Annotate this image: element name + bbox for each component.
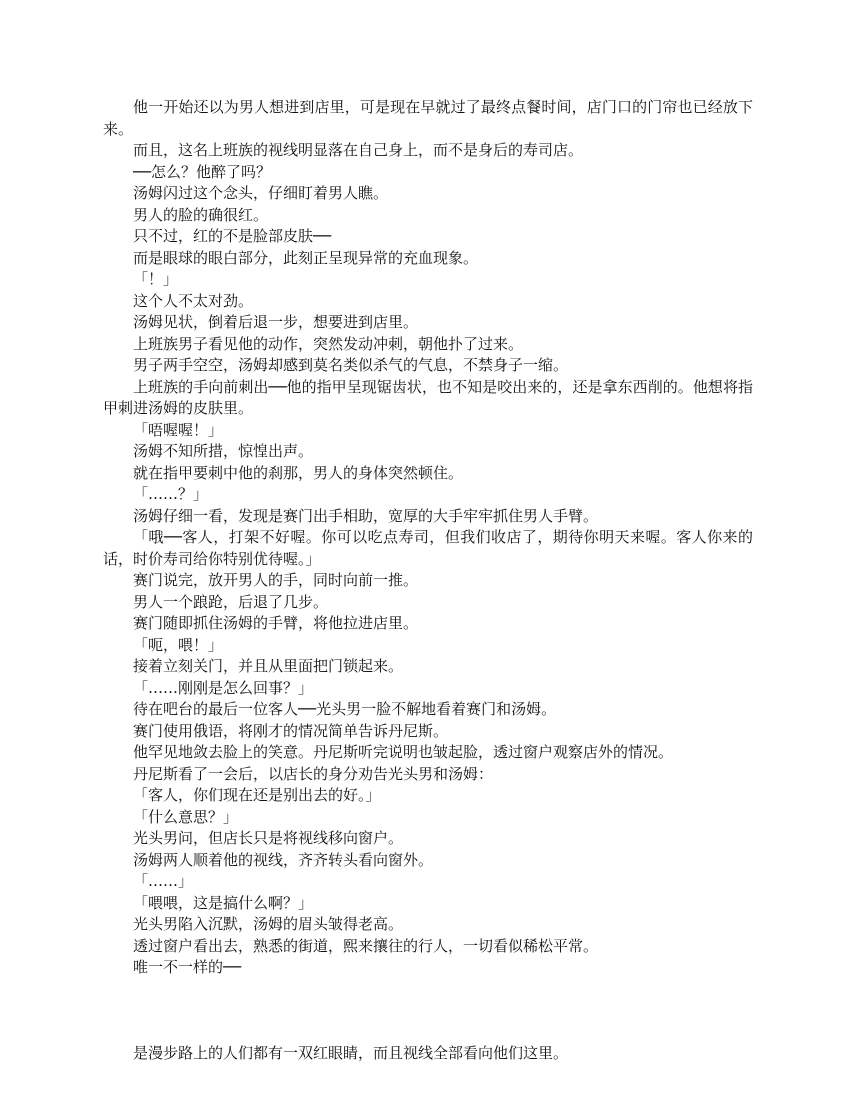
body-text — [103, 97, 753, 1064]
paragraph: 他一开始还以为男人想进到店里，可是现在早就过了最终点餐时间，店门口的门帘也已经放下来。 — [103, 98, 753, 138]
paragraph: 「呃，喂！」 — [133, 635, 224, 654]
paragraph: 待在吧台的最后一位客人──光头男一脸不解地看着赛门和汤姆。 — [133, 700, 557, 718]
final-paragraph: 是漫步路上的人们都有一双红眼睛，而且视线全部看向他们这里。 — [133, 1043, 569, 1062]
paragraph: 就在指甲要刺中他的刹那，男人的身体突然顿住。 — [133, 463, 464, 482]
paragraph: 「……刚刚是怎么回事？」 — [133, 678, 314, 697]
paragraph: 「……？」 — [133, 485, 209, 503]
paragraph: 光头男问，但店长只是将视线移向窗户。 — [133, 829, 404, 847]
paragraph: 汤姆闪过这个念头，仔细盯着男人瞧。 — [133, 184, 389, 202]
paragraph: 男子两手空空，汤姆却感到莫名类似杀气的气息，不禁身子一缩。 — [133, 356, 569, 374]
paragraph: 男人的脸的确很红。 — [133, 205, 269, 224]
paragraph: 汤姆两人顺着他的视线，齐齐转头看向窗外。 — [133, 850, 434, 869]
paragraph: 「什么意思？」 — [133, 807, 239, 826]
paragraph: 「唔喔喔！」 — [133, 420, 224, 439]
paragraph: 而是眼球的眼白部分，此刻正呈现异常的充血现象。 — [133, 248, 479, 267]
paragraph: 汤姆见状，倒着后退一步，想要进到店里。 — [133, 313, 419, 331]
paragraph: 上班族男子看见他的动作，突然发动冲刺，朝他扑了过来。 — [133, 334, 524, 353]
paragraph: 男人一个踉跄，后退了几步。 — [133, 592, 329, 611]
paragraph: 而且，这名上班族的视线明显落在自己身上，而不是身后的寿司店。 — [133, 141, 584, 159]
paragraph: ──怎么？他醉了吗？ — [133, 162, 272, 181]
paragraph: 他罕见地敛去脸上的笑意。丹尼斯听完说明也皱起脸，透过窗户观察店外的情况。 — [133, 743, 674, 761]
paragraph: 光头男陷入沉默，汤姆的眉头皱得老高。 — [133, 915, 404, 933]
paragraph: 唯一不一样的── — [133, 958, 242, 976]
paragraph: 「喂喂，这是搞什么啊？」 — [133, 893, 314, 912]
paragraph: 赛门随即抓住汤姆的手臂，将他拉进店里。 — [133, 614, 419, 632]
paragraph: 赛门说完，放开男人的手，同时向前一推。 — [133, 571, 419, 589]
paragraph: 汤姆不知所措，惊惶出声。 — [133, 442, 314, 460]
paragraph: 透过窗户看出去，熟悉的街道，熙来攘往的行人，一切看似稀松平常。 — [133, 936, 599, 955]
paragraph: 汤姆仔细一看，发现是赛门出手相助，宽厚的大手牢牢抓住男人手臂。 — [133, 506, 599, 525]
section-break — [103, 979, 753, 1043]
paragraph: 「哦──客人，打架不好喔。你可以吃点寿司，但我们收店了，期待你明天来喔。客人你来的话，时价寿司给你特别优待喔。」 — [103, 528, 753, 568]
paragraph: 接着立刻关门，并且从里面把门锁起来。 — [133, 657, 404, 675]
paragraph: 只不过，红的不是脸部皮肤── — [133, 227, 332, 245]
paragraph: 上班族的手向前刺出──他的指甲呈现锯齿状，也不知是咬出来的，还是拿东西削的。他想将指甲刺进汤姆的皮肤里。 — [103, 377, 753, 417]
paragraph: 赛门使用俄语，将刚才的情况简单告诉丹尼斯。 — [133, 721, 449, 740]
paragraph: 丹尼斯看了一会后，以店长的身分劝告光头男和汤姆： — [133, 764, 494, 783]
paragraph: 「客人，你们现在还是别出去的好。」 — [133, 786, 381, 804]
paragraph: 这个人不太对劲。 — [133, 291, 254, 310]
paragraph: 「……」 — [133, 872, 194, 890]
paragraph: 「！」 — [133, 270, 179, 288]
